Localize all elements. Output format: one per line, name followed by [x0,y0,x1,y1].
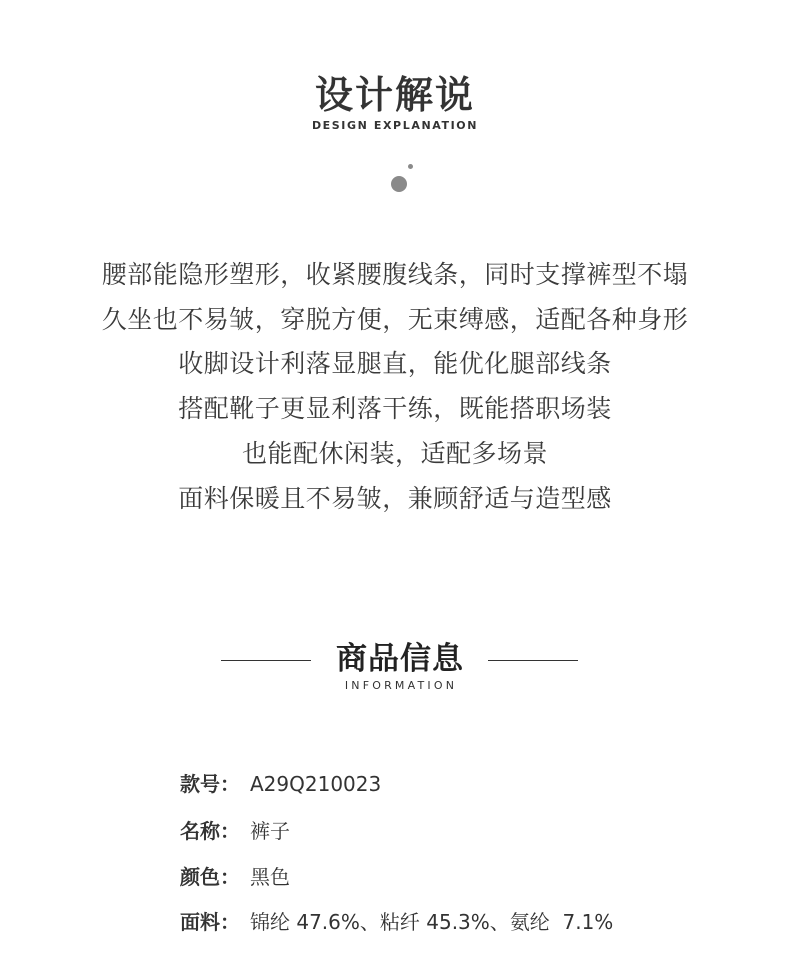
description-line: 搭配靴子更显利落干练，既能搭职场装 [178,394,612,424]
spec-value: 裤子 [250,819,290,843]
spec-label: 款号： [180,772,240,796]
product-info-title: 商品信息 [336,641,464,677]
spec-value: 锦纶 47.6%、粘纤 45.3%、氨纶 7.1% [250,910,614,934]
design-explanation-subtitle: DESIGN EXPLANATION [311,119,479,132]
description-line: 面料保暖且不易皱，兼顾舒适与造型感 [178,483,612,513]
spec-row-color [180,861,290,890]
spec-value: A29Q210023 [250,772,382,796]
description-line: 收脚设计利落显腿直，能优化腿部线条 [178,349,612,379]
decorative-dot-small [408,164,413,169]
design-explanation-title: 设计解说 [314,73,475,117]
decorative-dot-large [391,176,407,192]
spec-row-style-number [180,768,381,797]
spec-row-fabric [180,906,613,935]
spec-value: 黑色 [250,865,290,889]
design-description [0,253,790,521]
description-line: 腰部能隐形塑形，收紧腰腹线条，同时支撑裤型不塌 [101,260,689,289]
description-line: 久坐也不易皱，穿脱方便，无束缚感，适配各种身形 [101,304,689,334]
product-info-subtitle: INFORMATION [344,679,458,692]
spec-label: 面料： [180,910,240,934]
spec-label: 名称： [180,819,240,843]
description-line: 也能配休闲装，适配多场景 [241,438,548,468]
spec-row-name [180,815,290,844]
spec-label: 颜色： [180,865,240,889]
